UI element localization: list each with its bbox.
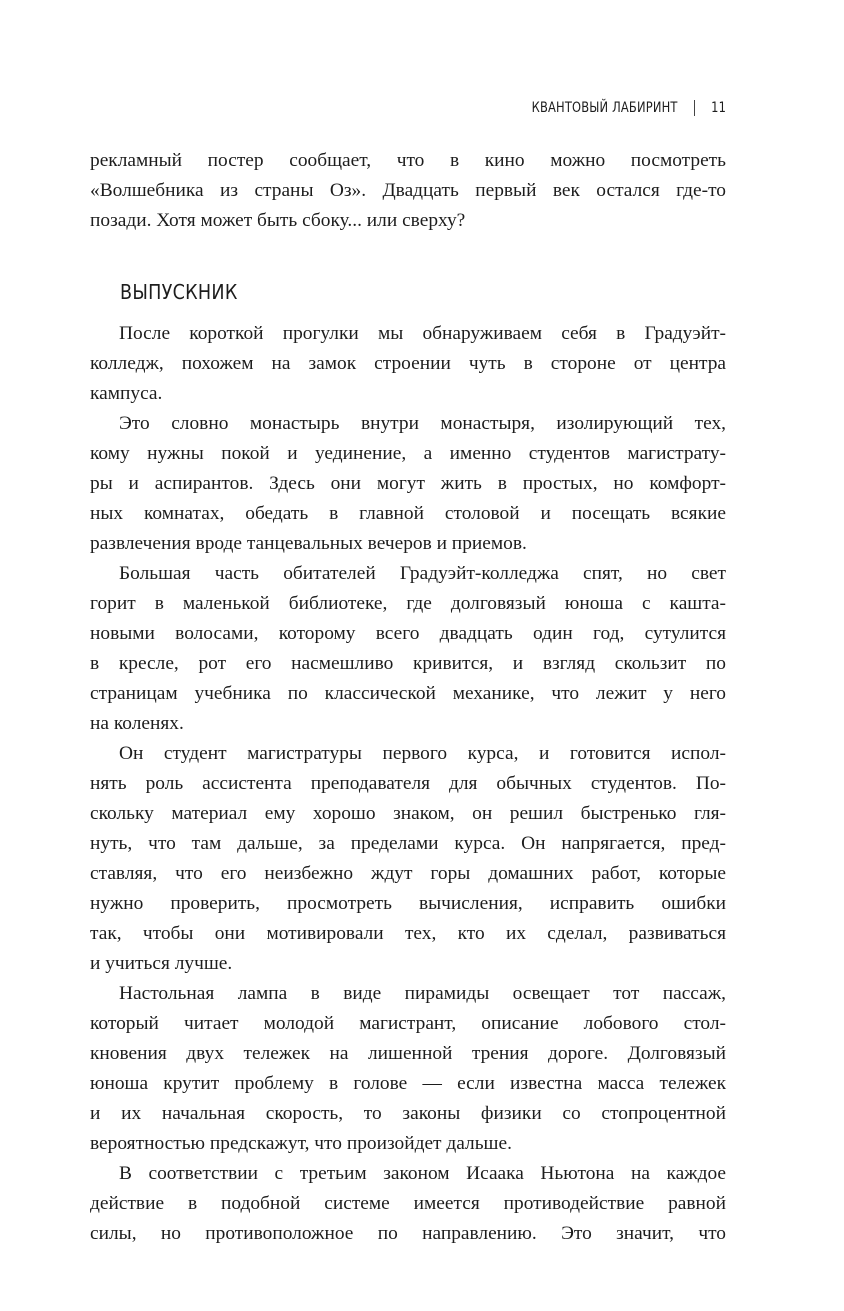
text-line: ставляя, что его неизбежно ждут горы домашних работ, которые bbox=[90, 863, 726, 884]
text-line: Настольная лампа в виде пирамиды освещает тот пассаж, bbox=[119, 983, 726, 1004]
text-line: В соответствии с третьим законом Исаака Ньютона на каждое bbox=[119, 1163, 726, 1184]
text-line: ры и аспирантов. Здесь они могут жить в простых, но комфорт- bbox=[90, 473, 726, 494]
section-heading: ВЫПУСКНИК bbox=[120, 280, 238, 304]
paragraph bbox=[90, 319, 726, 409]
body-text bbox=[90, 319, 726, 1249]
text-line: Он студент магистратуры первого курса, и готовится испол- bbox=[119, 743, 726, 764]
text-line: кновения двух тележек на лишенной трения дороге. Долговязый bbox=[90, 1043, 726, 1064]
text-line: кому нужны покой и уединение, а именно студентов магистрату- bbox=[90, 443, 726, 464]
text-line: юноша крутит проблему в голове — если известна масса тележек bbox=[90, 1073, 726, 1094]
text-line: горит в маленькой библиотеке, где долговязый юноша с кашта- bbox=[90, 593, 726, 614]
text-line: ных комнатах, обедать в главной столовой и посещать всякие bbox=[90, 503, 726, 524]
text-line: и их начальная скорость, то законы физики со стопроцентной bbox=[90, 1103, 726, 1124]
intro-text bbox=[90, 146, 726, 236]
paragraph bbox=[90, 559, 726, 739]
text-line: развлечения вроде танцевальных вечеров и приемов. bbox=[90, 533, 527, 554]
text-line: вероятностью предскажут, что произойдет дальше. bbox=[90, 1133, 512, 1154]
running-head bbox=[532, 100, 726, 116]
text-line: кампуса. bbox=[90, 383, 163, 404]
text-line: Это словно монастырь внутри монастыря, изолирующий тех, bbox=[119, 413, 726, 434]
text-line: так, чтобы они мотивировали тех, кто их сделал, развиваться bbox=[90, 923, 726, 944]
paragraph bbox=[90, 1159, 726, 1249]
text-line: позади. Хотя может быть сбоку... или сверху? bbox=[90, 210, 466, 231]
text-line: Большая часть обитателей Градуэйт-колледжа спят, но свет bbox=[119, 563, 726, 584]
text-line: в кресле, рот его насмешливо кривится, и взгляд скользит по bbox=[90, 653, 726, 674]
running-head-title: КВАНТОВЫЙ ЛАБИРИНТ bbox=[531, 100, 678, 116]
text-line: страницам учебника по классической механике, что лежит у него bbox=[90, 683, 726, 704]
text-line: скольку материал ему хорошо знаком, он решил быстренько гля- bbox=[90, 803, 726, 824]
text-line: новыми волосами, которому всего двадцать один год, сутулится bbox=[90, 623, 726, 644]
text-line: нужно проверить, просмотреть вычисления, исправить ошибки bbox=[90, 893, 726, 914]
paragraph bbox=[90, 409, 726, 559]
text-line: «Волшебника из страны Оз». Двадцать первый век остался где-то bbox=[90, 180, 726, 201]
paragraph bbox=[90, 739, 726, 979]
text-line: рекламный постер сообщает, что в кино можно посмотреть bbox=[90, 150, 726, 171]
text-line: нять роль ассистента преподавателя для обычных студентов. По- bbox=[90, 773, 726, 794]
text-line: действие в подобной системе имеется противодействие равной bbox=[90, 1193, 726, 1214]
paragraph bbox=[90, 979, 726, 1159]
text-line: и учиться лучше. bbox=[90, 953, 233, 974]
text-line: силы, но противоположное по направлению. Это значит, что bbox=[90, 1223, 726, 1244]
running-head-divider bbox=[694, 100, 695, 116]
text-line: который читает молодой магистрант, описание лобового стол- bbox=[90, 1013, 726, 1034]
text-line: на коленях. bbox=[90, 713, 184, 734]
text-line: колледж, похожем на замок строении чуть в стороне от центра bbox=[90, 353, 726, 374]
text-line: нуть, что там дальше, за пределами курса. Он напрягается, пред- bbox=[90, 833, 726, 854]
text-line: После короткой прогулки мы обнаруживаем себя в Градуэйт- bbox=[119, 323, 726, 344]
page-number: 11 bbox=[711, 100, 726, 116]
